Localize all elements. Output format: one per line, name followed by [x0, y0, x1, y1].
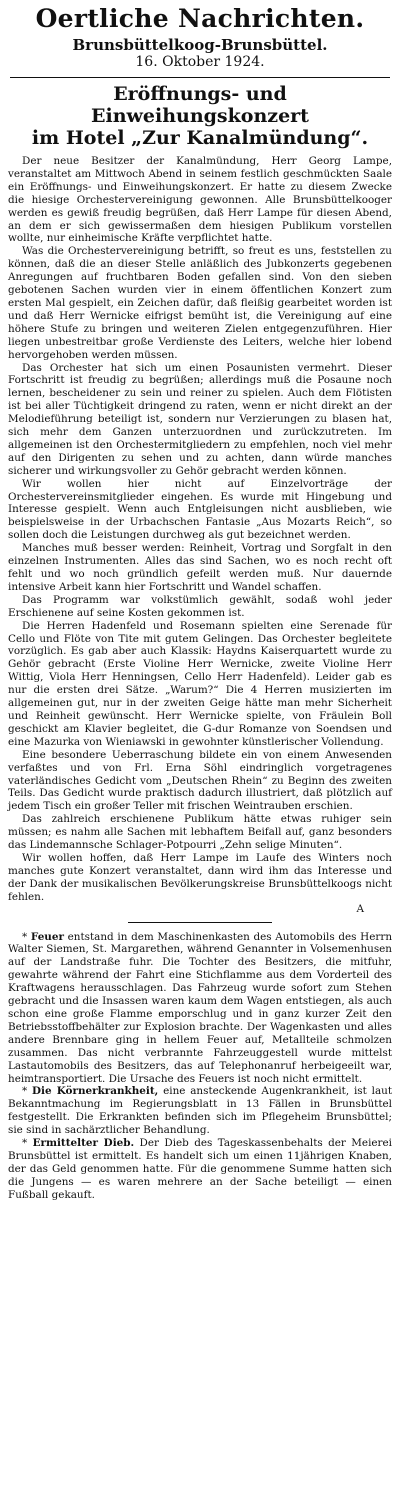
article-paragraph: Das Orchester hat sich um einen Posaunisten vermehrt. Dieser Fortschritt ist freudig zu begrüßen; allerdings muß die Posaune noch lernen, bescheidener zu sein und reiner zu spielen. Auch dem Flötisten ist bei aller Tüchtigkeit dringend zu raten, wenn er nicht direkt an der Melodieführung beteiligt ist, sondern nur Verzierungen zu blasen hat, sich mehr dem Ganzen unterzuordnen und zurückzutreten. Im allgemeinen ist den Orchestermitgliedern zu empfehlen, noch viel mehr auf den Dirigenten zu sehen und zu achten, dann würde manches sicherer und wirkungsvoller zu Gehör gebracht werden können.	[8, 361, 392, 477]
divider-rule	[10, 77, 390, 78]
article-body	[8, 155, 392, 915]
author-signoff: A	[356, 902, 364, 915]
article-paragraph: Das zahlreich erschienene Publikum hätte etwas ruhiger sein müssen; es nahm alle Sachen mit lebhaftem Beifall auf, ganz besonders das Lindemannsche Schlager-Potpourri „Zehn selige Minuten“.	[8, 813, 392, 852]
news-text: entstand in dem Maschinenkasten des Automobils des Herrn Walter Siemen, St. Margarethen, während Genannter in Volsemenhusen auf der Landstraße fuhr. Die Tochter des Besitzers, die mitfuhr, gewahrte während der Fahrt eine Stichflamme aus dem Vorderteil des Kraftwagens herausschlagen. Das Fahrzeug wurde sofort zum Stehen gebracht und die Insassen waren kaum dem Wagen entstiegen, als auch schon eine große Flamme emporschlug und in ganz kurzer Zeit den Betriebsstoffbehälter zur Explosion brachte. Der Wagenkasten und alles andere Brennbare ging in hellem Feuer auf, Metallteile schmolzen zusammen. Das nicht verbrannte Fahrzeuggestell wurde mittelst Lastautomobils des Besitzers, das auf Telephonanruf herbeigeeilt war, heimtransportiert. Die Ursache des Feuers ist noch nicht ermittelt.	[8, 930, 393, 1085]
divider-rule-short	[128, 922, 272, 923]
dateline-place: Brunsbüttelkoog-Brunsbüttel.	[72, 36, 328, 54]
news-item-fire	[8, 931, 392, 1086]
section-title: Oertliche Nachrichten.	[35, 4, 365, 33]
article-paragraph: Was die Orchestervereinigung betrifft, so freut es uns, feststellen zu können, daß die an dieser Stelle anläßlich des Jubkonzerts gegebenen Anregungen auf fruchtbaren Boden gefallen sind. Von den sieben gebotenen Sachen wurden vier in einem öffentlichen Konzert zum ersten Mal gespielt, ein Zeichen dafür, daß fleißig gearbeitet worden ist und daß Herr Wernicke eifrigst bemüht ist, die Vereinigung auf eine höhere Stufe zu bringen und weiteren Zielen entgegenzuführen. Hier liegen unbestreitbar große Verdienste des Leiters, welche hier lobend hervorgehoben werden müssen.	[8, 245, 392, 361]
news-bullet: *	[22, 1137, 33, 1150]
news-text: eine ansteckende Augenkrankheit, ist laut Bekanntmachung im Regierungsblatt in 13 Fällen in Brunsbüttel festgestellt. Die Erkrankten befinden sich im Pflegeheim Brunsbüttel; sie sind in sachärztlicher Behandlung.	[8, 1085, 393, 1137]
article-paragraph: Die Herren Hadenfeld und Rosemann spielten eine Serenade für Cello und Flöte von Tite mit gutem Gelingen. Das Orchester begleitete vorzüglich. Es gab aber auch Klassik: Haydns Kaiserquartett wurde zu Gehör gebracht (Erste Violine Herr Wernicke, zweite Violine Herr Wittig, Viola Herr Henningsen, Cello Herr Hadenfeld). Leider gab es nur die ersten drei Sätze. „Warum?“ Die 4 Herren musizierten im allgemeinen gut, nur in der zweiten Geige hätte man mehr Sicherheit und Reinheit gewünscht. Herr Wernicke spielte, von Fräulein Boll geschickt am Klavier begleitet, die G-dur Romanze von Soendsen und eine Mazurka von Wieniawski in gewohnter künstlerischer Vollendung.	[8, 619, 392, 748]
article-paragraph: Eine besondere Ueberraschung bildete ein von einem Anwesenden verfaßtes und von Frl. Erna Söhl eindringlich vorgetragenes vaterländisches Gedicht vom „Deutschen Rhein“ zu Beginn des zweiten Teils. Das Gedicht wurde praktisch dadurch illustriert, daß plötzlich auf jedem Tisch ein großer Teller mit frischen Weintrauben erschien.	[8, 748, 392, 813]
article-paragraph: Manches muß besser werden: Reinheit, Vortrag und Sorgfalt in den einzelnen Instrumenten. Alles das sind Sachen, wo es noch recht oft fehlt und wo noch gründlich gefeilt werden muß. Nur dauernde intensive Arbeit kann hier Fortschritt und Wandel schaffen.	[8, 542, 392, 593]
news-text: Der Dieb des Tageskassenbehalts der Meierei Brunsbüttel ist ermittelt. Es handelt sich um einen 11jährigen Knaben, der das Geld genommen hatte. Für die genommene Summe hatten sich die Jungens — es waren mehrere an der Sache beteiligt — einen Fußball gekauft.	[8, 1137, 392, 1201]
dateline-date: 16. Oktober 1924.	[135, 54, 265, 70]
news-items	[8, 931, 392, 1202]
headline-line-1: Eröffnungs- und Einweihungskonzert	[91, 83, 309, 127]
article-paragraph: Der neue Besitzer der Kanalmündung, Herr Georg Lampe, veranstaltet am Mittwoch Abend in seinem festlich geschmückten Saale ein Eröffnungs- und Einweihungskonzert. Er hatte zu diesem Zwecke die hiesige Orchestervereinigung gewonnen. Alle Brunsbüttelkooger werden es gewiß freudig begrüßen, daß Herr Lampe für diesen Abend, an dem er sich gewissermaßen dem hiesigen Publikum vorstellen wollte, nur einheimische Kräfte verpflichtet hatte.	[8, 155, 392, 245]
headline-line-2: im Hotel „Zur Kanalmündung“.	[31, 127, 369, 149]
news-bullet: *	[22, 930, 31, 943]
article-paragraph: Wir wollen hoffen, daß Herr Lampe im Laufe des Winters noch manches gute Konzert veranstaltet, dann wird ihm das Interesse und der Dank der musikalischen Bevölkerungskreise Brunsbüttelkoogs nicht fehlen.	[8, 851, 392, 903]
news-bullet: *	[22, 1085, 33, 1098]
news-keyword: Die Körnerkrankheit,	[32, 1085, 159, 1098]
article-headline	[8, 83, 392, 149]
article-paragraph: Wir wollen hier nicht auf Einzelvorträge der Orchestervereinsmitglieder eingehen. Es wurde mit Hingebung und Interesse gespielt. Wenn auch Entgleisungen nicht ausblieben, wie beispielsweise in der Urbachschen Fantasie „Aus Mozarts Reich“, so sollen doch die Leistungen durchweg als gut bezeichnet werden.	[8, 477, 392, 542]
article-paragraph: Das Programm war volkstümlich gewählt, sodaß wohl jeder Erschienene auf seine Kosten gekommen ist.	[8, 593, 392, 619]
news-keyword: Ermittelter Dieb.	[32, 1137, 135, 1150]
news-item-thief	[8, 1137, 392, 1202]
masthead	[8, 4, 392, 71]
news-item-eye-disease	[8, 1085, 392, 1137]
news-keyword: Feuer	[30, 930, 64, 943]
